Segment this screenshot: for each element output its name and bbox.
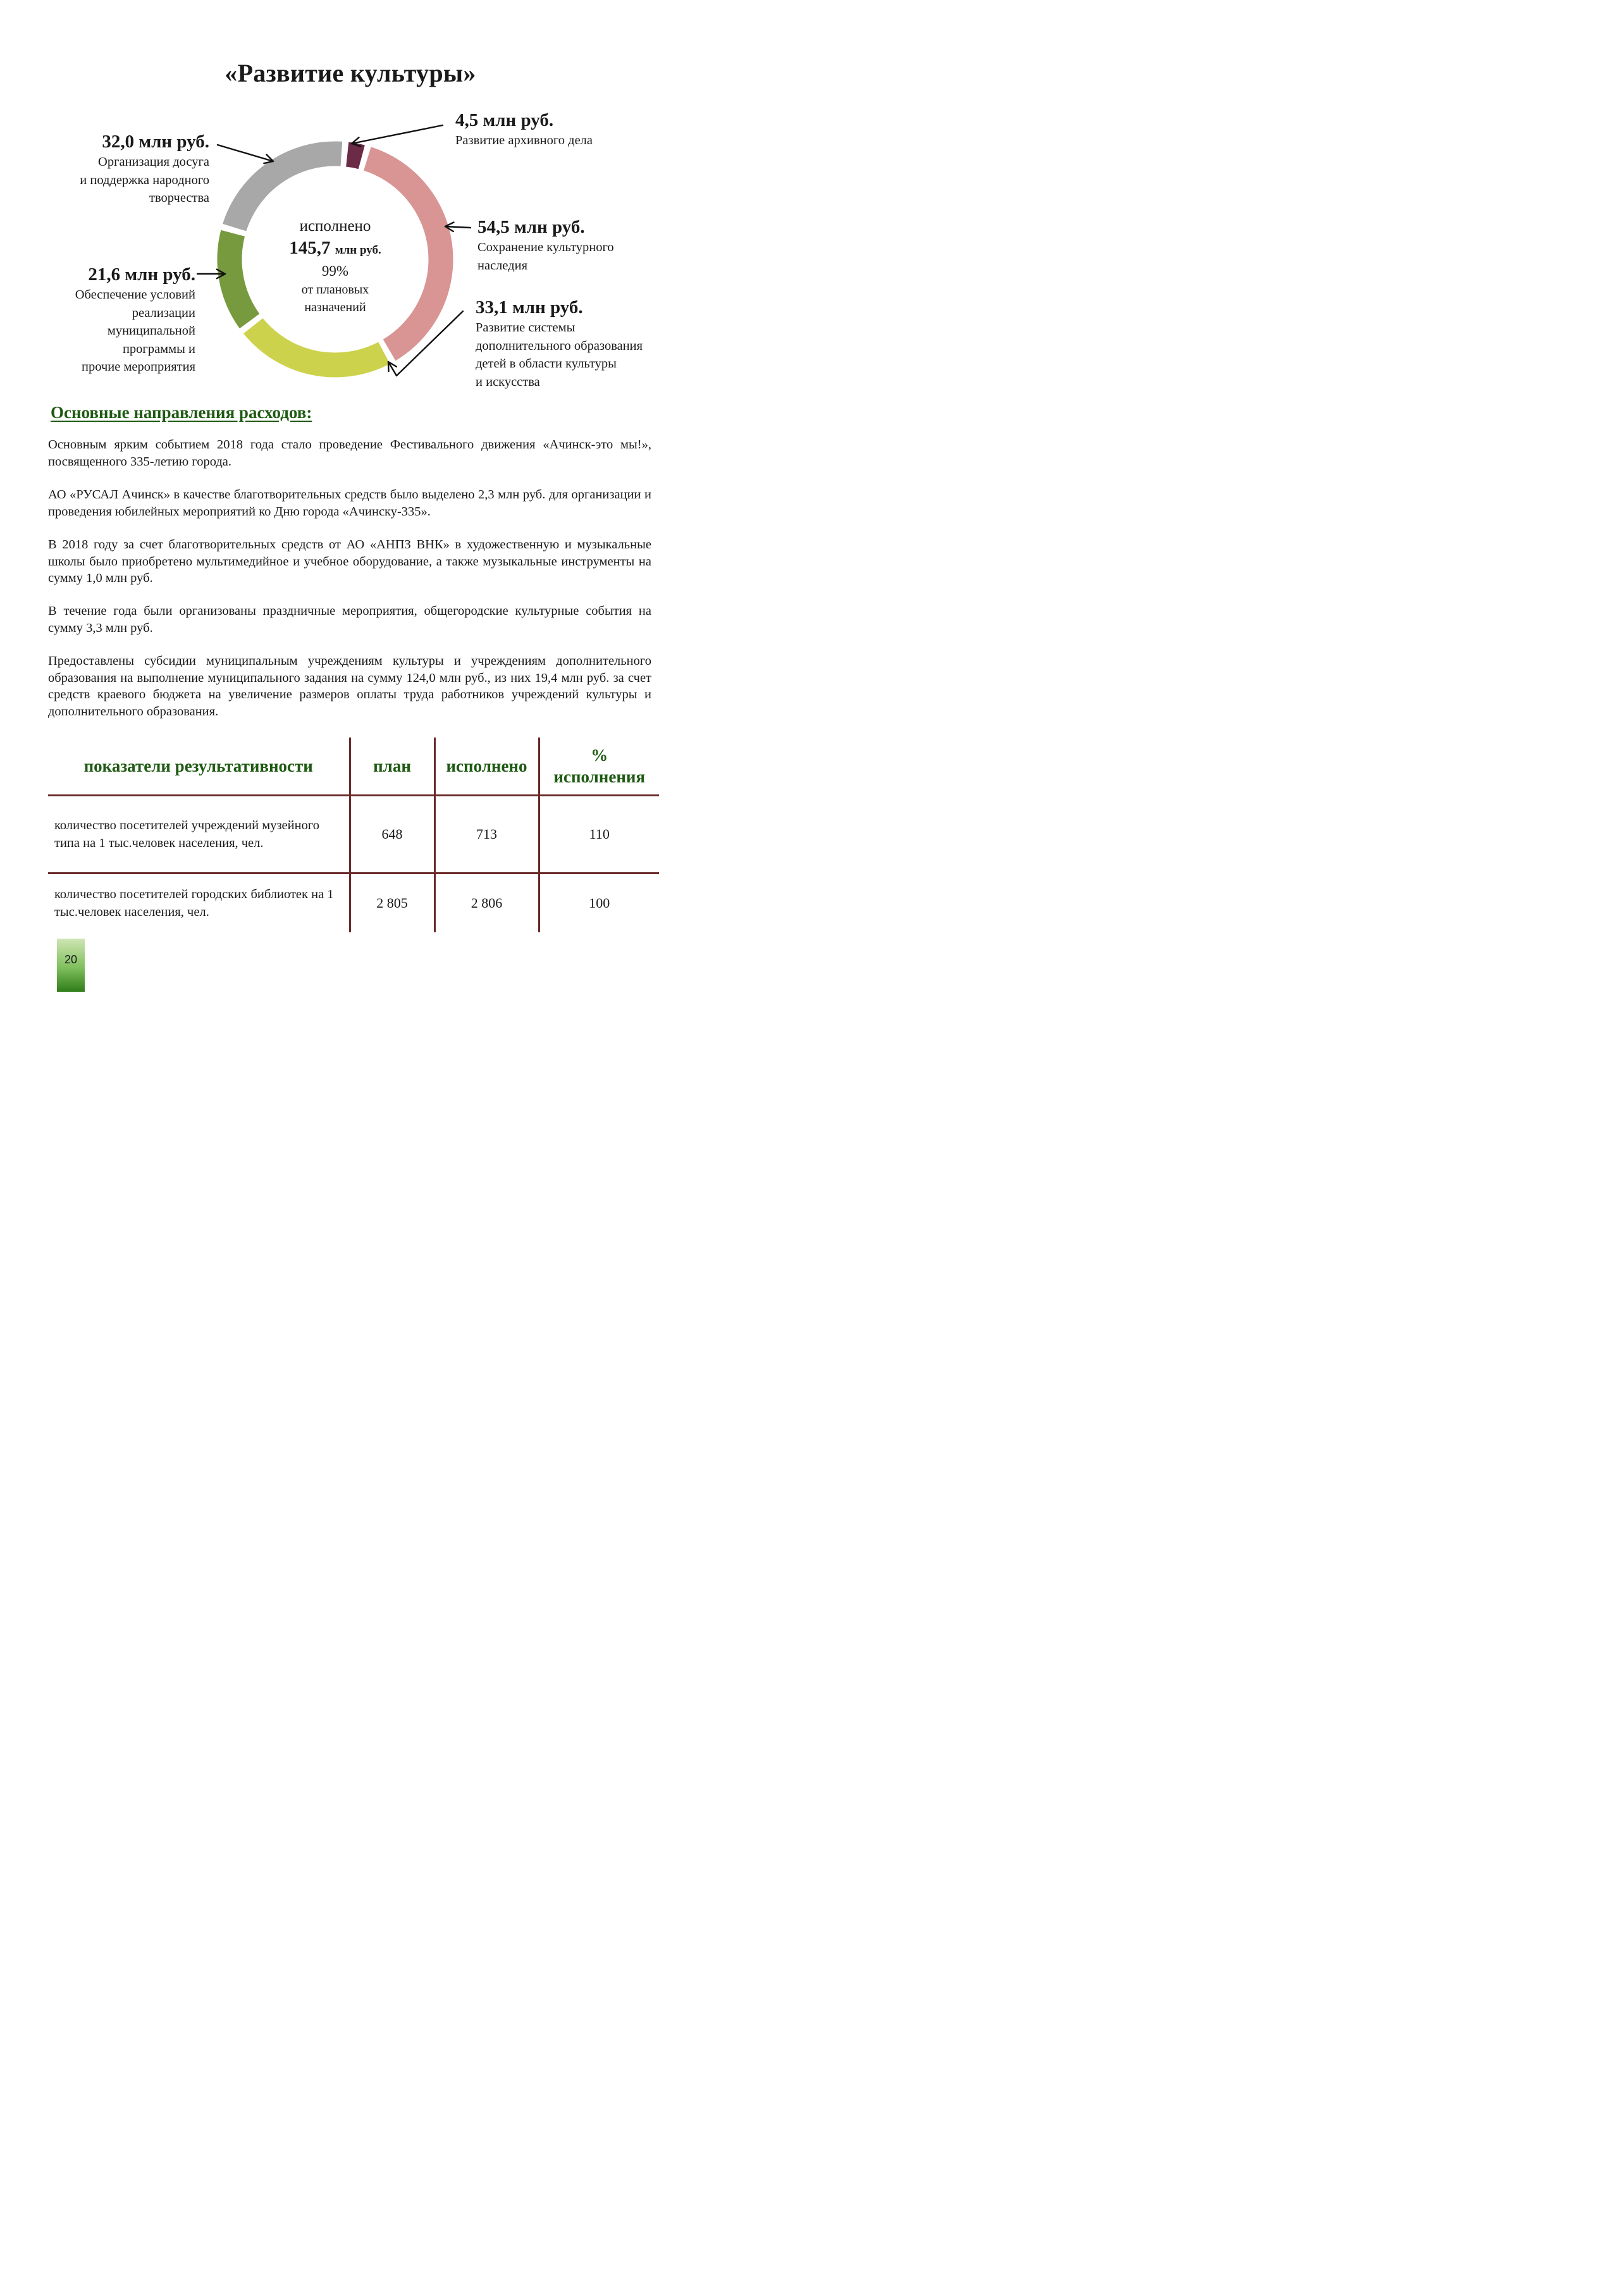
header-indicator: показатели результативности [48, 738, 350, 796]
callout-support [38, 263, 195, 376]
table-header-row [48, 738, 659, 796]
row-done: 713 [434, 796, 539, 873]
performance-table [48, 738, 659, 932]
header-done: исполнено [434, 738, 539, 796]
center-amount: 145,7 [289, 238, 331, 258]
callout-label: Обеспечение условий реализации муниципальной программы и прочие мероприятия [75, 288, 195, 374]
center-percent: 99% [321, 263, 349, 279]
row-percent: 100 [539, 873, 659, 933]
callout-label: Организация досуга и поддержка народного творчества [80, 155, 209, 205]
callout-amount: 21,6 млн руб. [88, 264, 195, 285]
center-unit: млн руб. [335, 244, 381, 257]
row-plan: 2 805 [350, 873, 434, 933]
callout-amount: 54,5 млн руб. [477, 217, 585, 237]
callout-leisure [38, 130, 209, 207]
center-total [272, 237, 398, 262]
callout-heritage [477, 216, 614, 275]
callout-label: Развитие системы дополнительного образования детей в области культуры и искусства [476, 321, 643, 389]
row-plan: 648 [350, 796, 434, 873]
callout-label: Развитие архивного дела [455, 133, 593, 147]
callout-amount: 4,5 млн руб. [455, 110, 554, 130]
callout-archive [455, 109, 593, 150]
callout-amount: 33,1 млн руб. [476, 297, 583, 318]
paragraph-events: В течение года были организованы праздничные мероприятия, общегородские культурные события на сумму 3,3 млн руб. [48, 604, 651, 635]
paragraph-festival: Основным ярким событием 2018 года стало проведение Фестивального движения «Ачинск-это мы!», посвященного 335-летию города. [48, 438, 651, 469]
section-heading: Основные направления расходов: [51, 403, 312, 422]
callout-arrow-leisure [218, 145, 273, 161]
center-caption: исполнено [299, 218, 371, 235]
paragraph-subsidies: Предоставлены субсидии муниципальным учреждениям культуры и учреждениям дополнительного образования на выполнение муниципального задания на сумму 124,0 млн руб., из них 19,4 млн руб. за счет средств краевого бюджета на увеличение размеров оплаты труда работников учреждений культуры и дополнительного образования. [48, 654, 651, 719]
row-done: 2 806 [434, 873, 539, 933]
page-number: 20 [57, 939, 85, 992]
callout-arrow-archive [352, 125, 443, 144]
table-row [48, 796, 659, 873]
row-label: количество посетителей городских библиотек на 1 тыс.человек населения, чел. [54, 887, 334, 919]
page-title: «Развитие культуры» [225, 59, 476, 87]
paragraph-rusal: АО «РУСАЛ Ачинск» в качестве благотворительных средств было выделено 2,3 млн руб. для организации и проведения юбилейных мероприятий ко Дню города «Ачинску-335». [48, 488, 651, 519]
donut-slice-education [242, 317, 391, 378]
row-percent: 110 [539, 796, 659, 873]
donut-slice-support [216, 229, 261, 330]
chart-center-label [272, 216, 398, 316]
center-note: от плановых назначений [301, 283, 369, 314]
callout-education [476, 296, 643, 391]
paragraph-anpz: В 2018 году за счет благотворительных средств от АО «АНПЗ ВНК» в художественную и музыкальные школы было приобретено мультимедийное и учебное оборудование, а также музыкальные инструменты на сумму 1,0 млн руб. [48, 538, 651, 585]
row-label: количество посетителей учреждений музейного типа на 1 тыс.человек населения, чел. [48, 796, 350, 873]
callout-amount: 32,0 млн руб. [102, 132, 209, 152]
header-plan: план [350, 738, 434, 796]
table-row [48, 873, 659, 933]
header-percent: % исполнения [539, 738, 659, 796]
callout-label: Сохранение культурного наследия [477, 240, 614, 273]
